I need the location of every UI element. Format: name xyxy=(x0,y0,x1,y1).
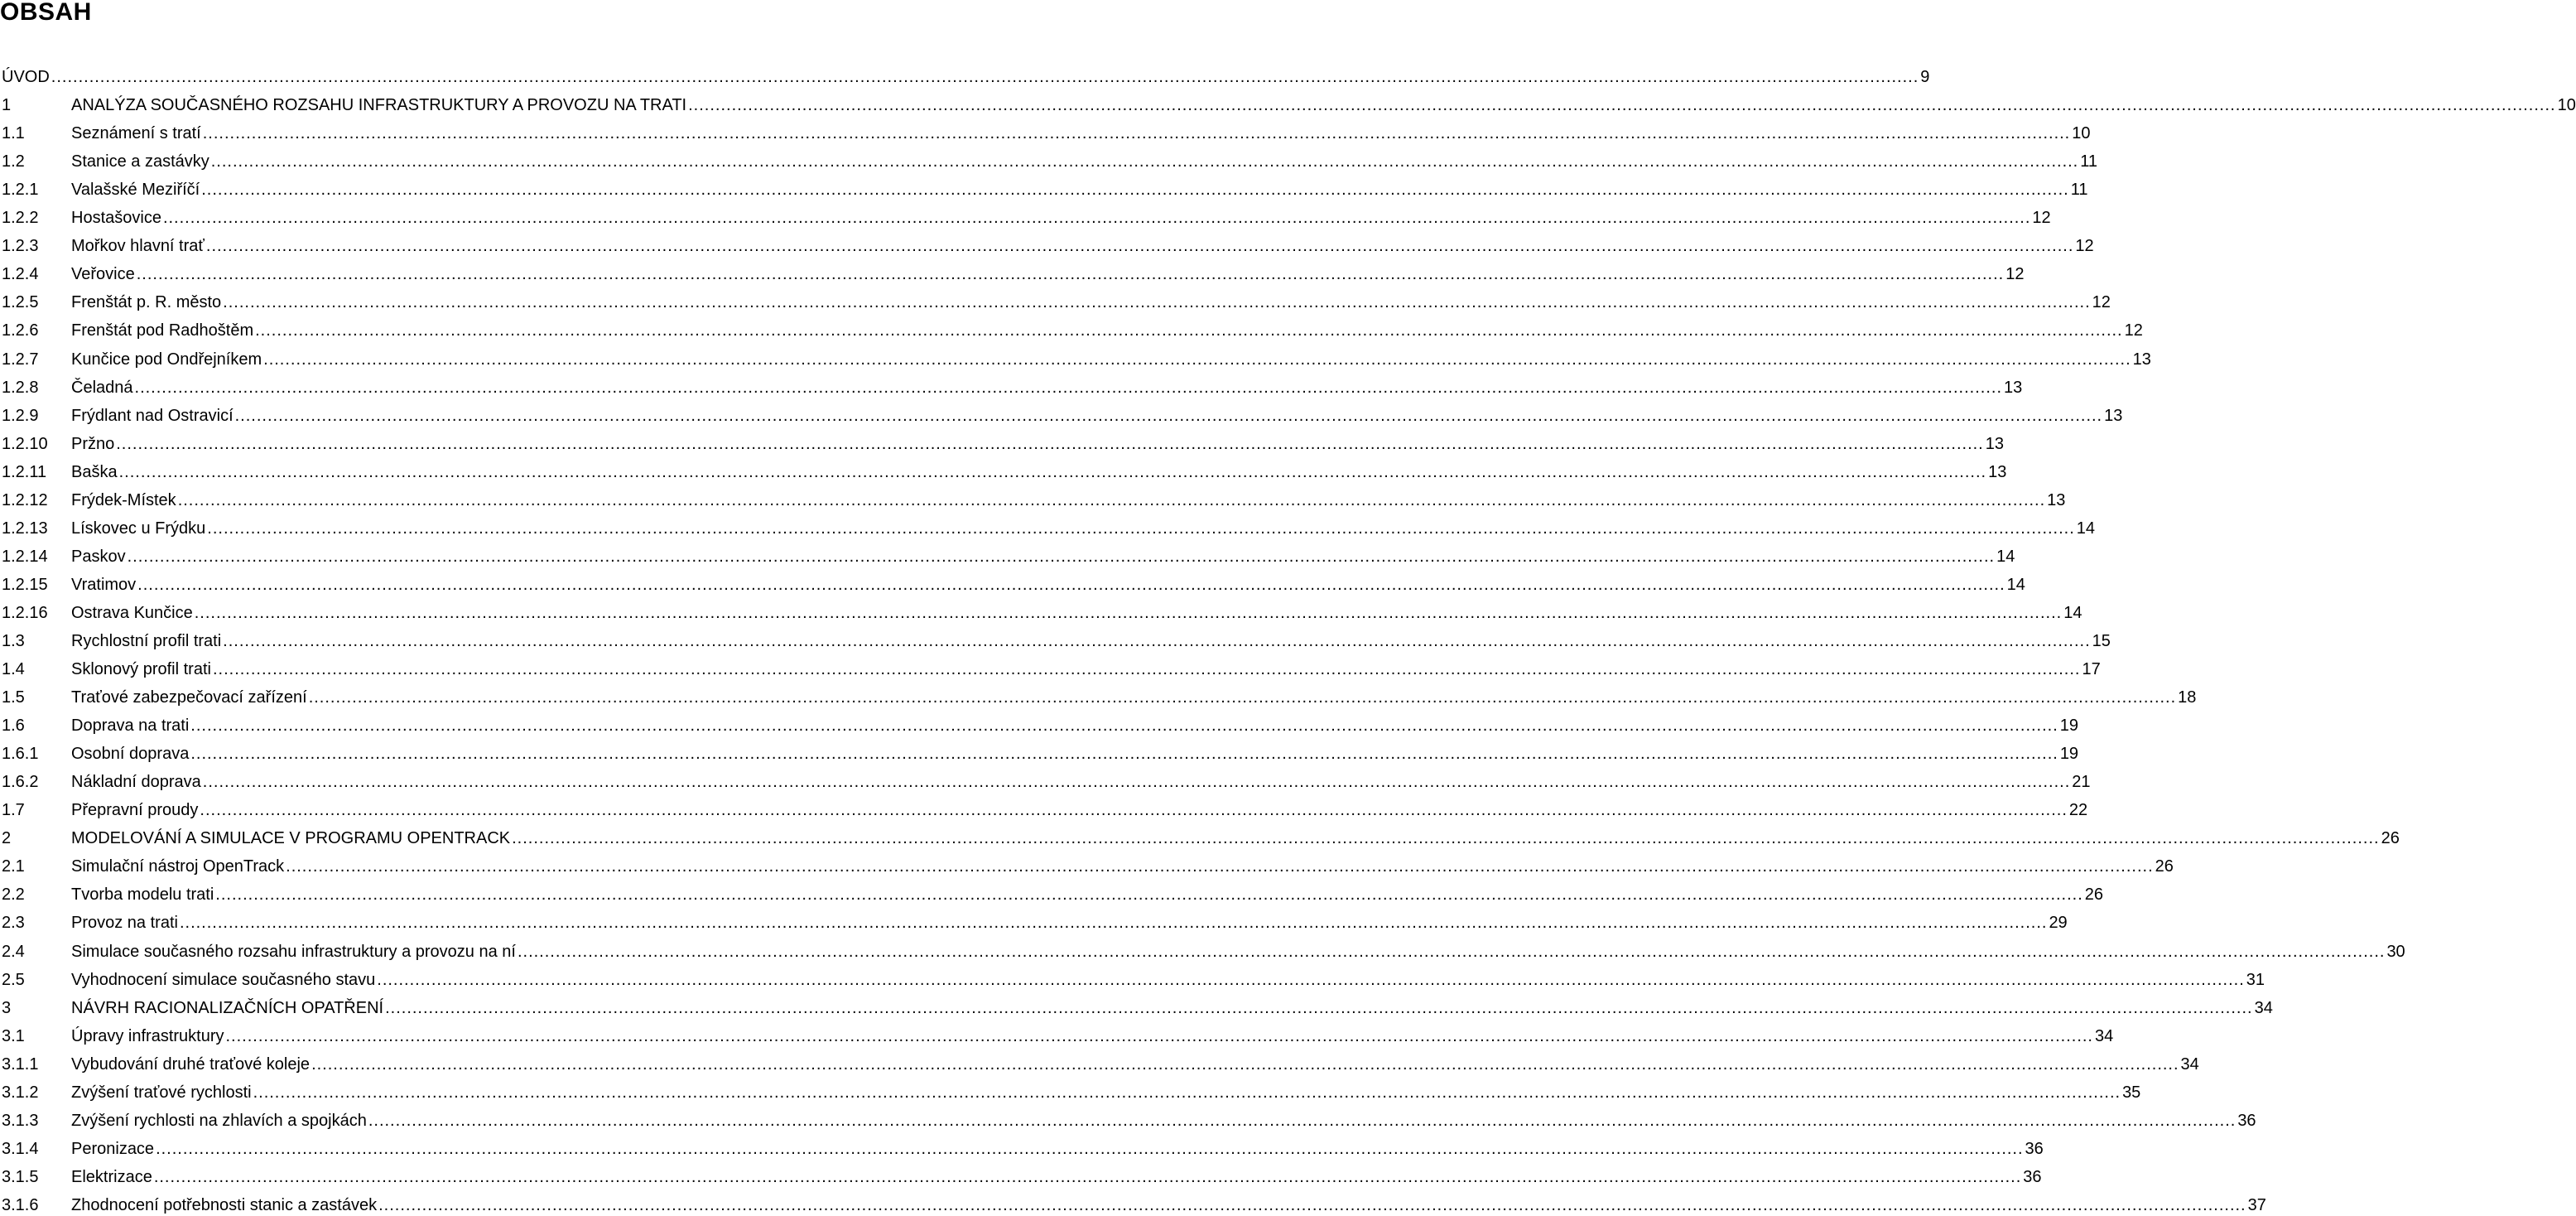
toc-dot-leader xyxy=(206,235,2073,257)
toc-dot-leader xyxy=(286,856,2153,877)
toc-entry[interactable] xyxy=(2,567,2025,596)
toc-entry-page: 12 xyxy=(2032,209,2051,228)
toc-entry-number: 1.5 xyxy=(2,688,25,707)
toc-entry-title: Přepravní proudy xyxy=(71,801,199,820)
toc-dot-leader xyxy=(255,320,2122,341)
toc-dot-leader xyxy=(226,1025,2093,1047)
toc-entry-title: Čeladná xyxy=(71,378,133,397)
toc-entry-page: 34 xyxy=(2094,1026,2114,1045)
toc-dot-leader xyxy=(51,66,1919,88)
toc-entry-title: Zhodnocení potřebnosti stanic a zastávek xyxy=(71,1195,378,1214)
toc-entry[interactable] xyxy=(2,934,2405,962)
toc-entry-title: Seznámení s tratí xyxy=(71,124,201,143)
toc-dot-leader xyxy=(135,377,2002,398)
toc-entry-title: Kunčice pod Ondřejníkem xyxy=(71,350,262,369)
toc-entry-page: 13 xyxy=(1985,434,2004,453)
toc-dot-leader xyxy=(311,1054,2179,1075)
toc-entry-title: Elektrizace xyxy=(71,1167,152,1186)
toc-entry-page: 31 xyxy=(2246,970,2265,989)
toc-entry-title: MODELOVÁNÍ A SIMULACE V PROGRAMU OPENTRACK xyxy=(71,829,511,848)
toc-entry-number: 1.1 xyxy=(2,124,25,143)
toc-entry[interactable] xyxy=(2,1019,2114,1047)
toc-entry-page: 13 xyxy=(2132,350,2151,369)
toc-entry-page: 13 xyxy=(1988,462,2007,481)
toc-entry-number: 2.1 xyxy=(2,857,25,876)
toc-entry-title: Úpravy infrastruktury xyxy=(71,1026,224,1045)
toc-entry-title: Veřovice xyxy=(71,265,135,284)
toc-entry-page: 9 xyxy=(1920,68,1930,87)
toc-entry-title: Zvýšení rychlosti na zhlavích a spojkách xyxy=(71,1111,367,1130)
toc-dot-leader xyxy=(518,941,2385,963)
toc-entry-title: Tvorba modelu trati xyxy=(71,885,214,905)
toc-entry[interactable] xyxy=(2,821,2400,849)
toc-entry-number: 3.1.3 xyxy=(2,1111,39,1130)
toc-entry-page: 29 xyxy=(2049,914,2068,933)
toc-entry-number: 3.1 xyxy=(2,1026,25,1045)
toc-entry[interactable] xyxy=(2,765,2091,793)
toc-entry-number: 3 xyxy=(2,998,12,1017)
toc-entry-page: 15 xyxy=(2092,631,2111,650)
toc-entry-number: 1.7 xyxy=(2,801,25,820)
toc-entry[interactable] xyxy=(2,483,2066,511)
toc-entry-page: 17 xyxy=(2082,660,2101,679)
toc-entry[interactable] xyxy=(2,680,2197,708)
toc-entry-title: Hostašovice xyxy=(71,209,161,228)
toc-entry-number: 1.2.3 xyxy=(2,237,39,256)
toc-entry[interactable] xyxy=(2,229,2094,257)
toc-entry-number: 1.2.11 xyxy=(2,462,47,481)
toc-entry-page: 34 xyxy=(2254,998,2273,1017)
toc-entry-page: 11 xyxy=(2070,181,2088,200)
toc-entry-number: 1.2.13 xyxy=(2,519,48,538)
toc-entry-title: ANALÝZA SOUČASNÉHO ROZSAHU INFRASTRUKTURY A PROVOZU NA TRATI xyxy=(71,96,687,115)
toc-entry[interactable] xyxy=(2,905,2068,934)
toc-entry-title: Doprava na trati xyxy=(71,717,190,736)
toc-entry[interactable] xyxy=(2,370,2023,398)
toc-entry[interactable] xyxy=(2,398,2123,427)
toc-dot-leader xyxy=(263,349,2131,370)
toc-entry-page: 22 xyxy=(2068,801,2088,820)
toc-entry[interactable] xyxy=(2,991,2273,1019)
toc-entry-page: 26 xyxy=(2084,885,2104,905)
toc-entry-page: 12 xyxy=(2124,321,2143,340)
toc-entry-title: Nákladní doprava xyxy=(71,773,201,792)
toc-entry[interactable] xyxy=(2,116,2091,144)
toc-entry-title: Vybudování druhé traťové koleje xyxy=(71,1054,311,1074)
toc-entry-title: Vratimov xyxy=(71,575,137,594)
toc-entry-title: Frýdek-Místek xyxy=(71,490,176,509)
toc-entry[interactable] xyxy=(2,1132,2044,1160)
toc-entry-page: 36 xyxy=(2023,1167,2042,1186)
toc-entry-page: 26 xyxy=(2381,829,2400,848)
toc-dot-leader xyxy=(253,1082,2121,1103)
toc-entry[interactable] xyxy=(2,88,2576,116)
toc-entry-page: 21 xyxy=(2072,773,2091,792)
toc-entry-title: Stanice a zastávky xyxy=(71,152,209,171)
toc-entry-number: 1.2.10 xyxy=(2,434,48,453)
toc-entry-number: 3.1.4 xyxy=(2,1139,39,1158)
toc-dot-leader xyxy=(180,912,2047,934)
toc-entry-title: Lískovec u Frýdku xyxy=(71,519,206,538)
toc-entry-title: Simulace současného rozsahu infrastruktury a provozu na ní xyxy=(71,942,516,961)
toc-dot-leader xyxy=(223,292,2090,313)
toc-entry-page: 13 xyxy=(2004,378,2023,397)
toc-dot-leader xyxy=(190,743,2058,765)
toc-entry-page: 12 xyxy=(2092,293,2111,312)
toc-entry-page: 12 xyxy=(2075,237,2094,256)
toc-dot-leader xyxy=(156,1138,2023,1160)
toc-entry-number: 1.2.7 xyxy=(2,350,39,369)
toc-entry-title: Mořkov hlavní trať xyxy=(71,237,205,256)
toc-dot-leader xyxy=(512,828,2379,849)
toc-entry[interactable] xyxy=(2,60,1930,88)
toc-dot-leader xyxy=(309,687,2176,708)
toc-entry[interactable] xyxy=(2,1075,2141,1103)
toc-dot-leader xyxy=(201,179,2068,200)
toc-entry[interactable] xyxy=(2,341,2151,369)
toc-entry-page: 18 xyxy=(2178,688,2197,707)
toc-entry-page: 11 xyxy=(2080,152,2097,171)
toc-entry-title: Valašské Meziříčí xyxy=(71,181,200,200)
toc-dot-leader xyxy=(178,490,2045,511)
toc-dot-leader xyxy=(116,433,1983,455)
toc-entry-page: 12 xyxy=(2005,265,2025,284)
toc-entry-number: 1.2.6 xyxy=(2,321,39,340)
toc-dot-leader xyxy=(119,461,1986,483)
toc-entry-number: 1.2.12 xyxy=(2,490,48,509)
toc-entry[interactable] xyxy=(2,624,2111,652)
toc-entry-number: 1.6.1 xyxy=(2,745,39,764)
toc-entry-page: 10 xyxy=(2557,96,2576,115)
toc-entry-number: 1.2.5 xyxy=(2,293,39,312)
toc-dot-leader xyxy=(378,1194,2246,1216)
toc-entry-title: Frenštát p. R. město xyxy=(71,293,222,312)
toc-entry-title: Simulační nástroj OpenTrack xyxy=(71,857,285,876)
toc-entry-title: Frýdlant nad Ostravicí xyxy=(71,406,234,425)
toc-entry[interactable] xyxy=(2,849,2174,877)
toc-entry-page: 19 xyxy=(2059,745,2079,764)
toc-entry-page: 14 xyxy=(2063,603,2082,622)
toc-entry[interactable] xyxy=(2,144,2097,172)
toc-entry-title: Zvýšení traťové rychlosti xyxy=(71,1083,252,1102)
toc-entry-page: 14 xyxy=(2006,575,2025,594)
toc-entry[interactable] xyxy=(2,877,2104,905)
toc-entry-number: 2.2 xyxy=(2,885,25,905)
toc-entry-number: 3.1.1 xyxy=(2,1054,39,1074)
toc-dot-leader xyxy=(385,997,2252,1019)
toc-entry-page: 36 xyxy=(2237,1111,2256,1130)
toc-dot-leader xyxy=(215,884,2082,905)
toc-dot-leader xyxy=(190,715,2058,736)
toc-entry[interactable] xyxy=(2,1188,2266,1216)
toc-entry-title: Frenštát pod Radhoštěm xyxy=(71,321,254,340)
toc-entry-page: 37 xyxy=(2247,1195,2266,1214)
toc-entry-title: Osobní doprava xyxy=(71,745,190,764)
toc-entry-number: 1.3 xyxy=(2,631,25,650)
toc-dot-leader xyxy=(235,405,2102,427)
toc-entry[interactable] xyxy=(2,1160,2042,1188)
toc-entry[interactable] xyxy=(2,257,2025,285)
toc-entry[interactable] xyxy=(2,596,2082,624)
toc-dot-leader xyxy=(200,799,2067,821)
toc-dot-leader xyxy=(688,94,2555,116)
toc-entry[interactable] xyxy=(2,1103,2256,1132)
toc-entry-number: 1.2.8 xyxy=(2,378,39,397)
toc-entry-title: Baška xyxy=(71,462,118,481)
toc-entry[interactable] xyxy=(2,313,2143,341)
toc-entry-number: 3.1.6 xyxy=(2,1195,39,1214)
toc-entry-number: 2.3 xyxy=(2,914,25,933)
toc-entry-title: Pržno xyxy=(71,434,115,453)
toc-entry[interactable] xyxy=(2,539,2015,567)
toc-entry-number: 2 xyxy=(2,829,12,848)
toc-entry-number: 1.2.9 xyxy=(2,406,39,425)
toc-entry-page: 34 xyxy=(2180,1054,2199,1074)
toc-entry[interactable] xyxy=(2,427,2004,455)
toc-entry-page: 30 xyxy=(2386,942,2405,961)
toc-entry-number: 1.2.15 xyxy=(2,575,48,594)
toc-entry-number: 2.5 xyxy=(2,970,25,989)
toc-entry-number: 1.2.14 xyxy=(2,547,48,566)
toc-dot-leader xyxy=(203,771,2070,793)
toc-entry-title: Sklonový profil trati xyxy=(71,660,211,679)
toc-entry-page: 13 xyxy=(2047,490,2066,509)
toc-entry-page: 36 xyxy=(2025,1139,2044,1158)
toc-entry-number: 1.6 xyxy=(2,717,25,736)
toc-dot-leader xyxy=(368,1110,2236,1132)
toc-entry-number: 1.2 xyxy=(2,152,25,171)
toc-entry-number: ÚVOD xyxy=(2,68,50,87)
toc-entry-page: 26 xyxy=(2155,857,2174,876)
toc-entry[interactable] xyxy=(2,455,2007,483)
toc-dot-leader xyxy=(213,659,2080,680)
toc-entry-number: 2.4 xyxy=(2,942,25,961)
toc-entry[interactable] xyxy=(2,285,2111,313)
toc-entry-page: 35 xyxy=(2122,1083,2141,1102)
toc-entry-title: NÁVRH RACIONALIZAČNÍCH OPATŘENÍ xyxy=(71,998,384,1017)
toc-entry-title: Traťové zabezpečovací zařízení xyxy=(71,688,307,707)
toc-dot-leader xyxy=(128,546,1995,567)
toc-entry-page: 14 xyxy=(1996,547,2015,566)
toc-entry-number: 1.2.2 xyxy=(2,209,39,228)
toc-entry-page: 13 xyxy=(2104,406,2123,425)
toc-dot-leader xyxy=(207,518,2074,539)
toc-dot-leader xyxy=(223,630,2090,652)
toc-entry[interactable] xyxy=(2,172,2088,200)
toc-entry-page: 19 xyxy=(2059,717,2079,736)
toc-entry-number: 3.1.2 xyxy=(2,1083,39,1102)
page-title: OBSAH xyxy=(0,0,92,26)
toc-entry[interactable] xyxy=(2,511,2096,539)
toc-dot-leader xyxy=(195,602,2062,624)
toc-entry-number: 1.4 xyxy=(2,660,25,679)
toc-entry-number: 3.1.5 xyxy=(2,1167,39,1186)
toc-entry[interactable] xyxy=(2,708,2079,736)
toc-entry-page: 10 xyxy=(2072,124,2091,143)
toc-entry[interactable] xyxy=(2,652,2101,680)
toc-entry[interactable] xyxy=(2,1047,2199,1075)
toc-entry-title: Rychlostní profil trati xyxy=(71,631,222,650)
toc-dot-leader xyxy=(377,969,2244,991)
toc-entry-number: 1.2.1 xyxy=(2,181,39,200)
toc-dot-leader xyxy=(137,574,2005,596)
toc-dot-leader xyxy=(137,263,2004,285)
toc-entry-title: Peronizace xyxy=(71,1139,155,1158)
toc-entry-page: 14 xyxy=(2076,519,2096,538)
toc-entry-number: 1.2.16 xyxy=(2,603,48,622)
toc-entry[interactable] xyxy=(2,200,2051,229)
toc-entry-title: Ostrava Kunčice xyxy=(71,603,193,622)
toc-entry[interactable] xyxy=(2,793,2088,821)
table-of-contents xyxy=(2,60,2576,1216)
toc-entry-number: 1.2.4 xyxy=(2,265,39,284)
toc-entry-title: Paskov xyxy=(71,547,126,566)
toc-dot-leader xyxy=(211,151,2078,172)
toc-dot-leader xyxy=(154,1166,2021,1188)
toc-entry[interactable] xyxy=(2,963,2265,991)
toc-dot-leader xyxy=(163,207,2030,229)
toc-entry[interactable] xyxy=(2,736,2079,765)
toc-dot-leader xyxy=(203,123,2070,144)
toc-entry-number: 1.6.2 xyxy=(2,773,39,792)
toc-entry-title: Provoz na trati xyxy=(71,914,178,933)
toc-entry-number: 1 xyxy=(2,96,12,115)
toc-entry-title: Vyhodnocení simulace současného stavu xyxy=(71,970,376,989)
